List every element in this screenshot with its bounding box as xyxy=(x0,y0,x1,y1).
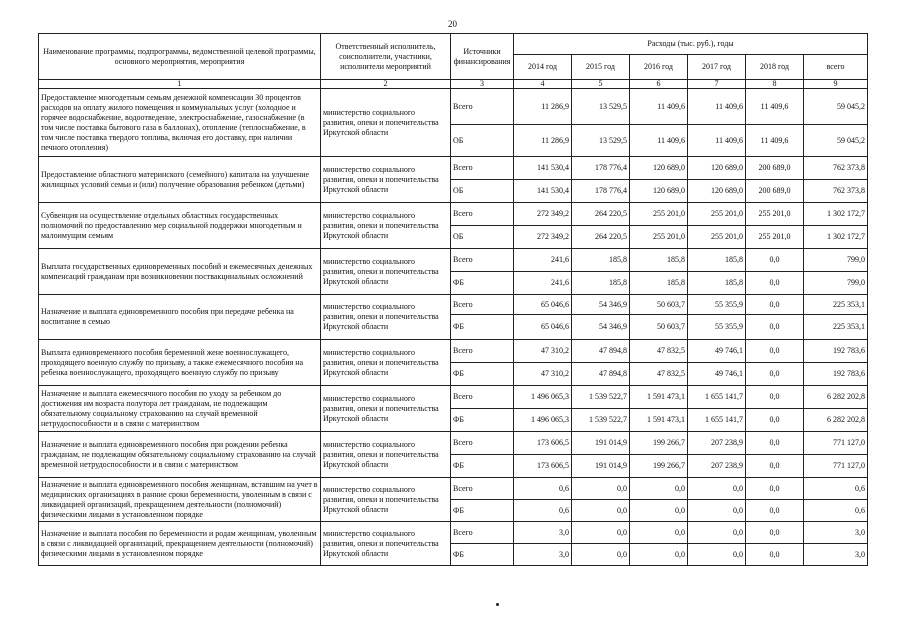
year-value: 47 310,2 xyxy=(514,363,572,386)
year-value: 0,0 xyxy=(746,295,804,315)
funding-source: Всего xyxy=(451,340,514,363)
year-value: 0,0 xyxy=(572,478,630,500)
table-row xyxy=(39,157,868,180)
column-number: 4 xyxy=(514,80,572,89)
funding-source: ОБ xyxy=(451,180,514,203)
total-value: 225 353,1 xyxy=(804,295,868,315)
year-value: 0,6 xyxy=(514,478,572,500)
header-source: Источники финансирования xyxy=(451,34,514,80)
year-value: 0,0 xyxy=(630,478,688,500)
column-number: 8 xyxy=(746,80,804,89)
column-number: 5 xyxy=(572,80,630,89)
year-value: 3,0 xyxy=(514,544,572,566)
table-row xyxy=(39,203,868,226)
year-value: 199 266,7 xyxy=(630,432,688,455)
year-value: 0,0 xyxy=(746,363,804,386)
year-value: 11 409,6 xyxy=(746,89,804,125)
year-value: 0,0 xyxy=(746,432,804,455)
year-value: 0,0 xyxy=(688,478,746,500)
total-value: 799,0 xyxy=(804,272,868,295)
year-value: 255 201,0 xyxy=(746,203,804,226)
year-value: 1 539 522,7 xyxy=(572,409,630,432)
year-value: 0,0 xyxy=(746,455,804,478)
column-number: 9 xyxy=(804,80,868,89)
header-expenses: Расходы (тыс. руб.), годы xyxy=(514,34,868,55)
header-name: Наименование программы, подпрограммы, ведомственной целевой программы, основного мероприятия, мероприятия xyxy=(39,34,321,80)
year-value: 11 409,6 xyxy=(746,125,804,157)
responsible-executor: министерство социального развития, опеки и попечительства Иркутской области xyxy=(321,386,451,432)
table-row xyxy=(39,340,868,363)
responsible-executor: министерство социального развития, опеки и попечительства Иркутской области xyxy=(321,89,451,157)
year-value: 120 689,0 xyxy=(688,180,746,203)
year-value: 185,8 xyxy=(688,272,746,295)
year-value: 54 346,9 xyxy=(572,315,630,340)
table-row xyxy=(39,522,868,544)
year-value: 0,0 xyxy=(688,522,746,544)
program-name: Субвенция на осуществление отдельных областных государственных полномочий по предоставлению мер социальной поддержки многодетным и малоимущим семьям xyxy=(39,203,321,249)
year-value: 1 496 065,3 xyxy=(514,386,572,409)
year-value: 0,0 xyxy=(746,272,804,295)
year-value: 47 310,2 xyxy=(514,340,572,363)
year-value: 207 238,9 xyxy=(688,455,746,478)
year-value: 241,6 xyxy=(514,272,572,295)
year-value: 185,8 xyxy=(688,249,746,272)
total-value: 1 302 172,7 xyxy=(804,203,868,226)
year-value: 0,0 xyxy=(572,500,630,522)
header-year: 2015 год xyxy=(572,55,630,80)
year-value: 185,8 xyxy=(572,272,630,295)
year-value: 178 776,4 xyxy=(572,180,630,203)
table-body xyxy=(39,89,868,566)
program-name: Предоставление областного материнского (семейного) капитала на улучшение жилищных условий семьи и (или) получение образования ребенком (детьми) xyxy=(39,157,321,203)
funding-source: Всего xyxy=(451,432,514,455)
funding-source: ФБ xyxy=(451,544,514,566)
total-value: 3,0 xyxy=(804,522,868,544)
funding-source: ФБ xyxy=(451,500,514,522)
year-value: 141 530,4 xyxy=(514,157,572,180)
year-value: 1 496 065,3 xyxy=(514,409,572,432)
year-value: 65 046,6 xyxy=(514,295,572,315)
year-value: 272 349,2 xyxy=(514,226,572,249)
year-value: 47 832,5 xyxy=(630,340,688,363)
year-value: 120 689,0 xyxy=(688,157,746,180)
table-row xyxy=(39,432,868,455)
year-value: 0,0 xyxy=(630,500,688,522)
year-value: 272 349,2 xyxy=(514,203,572,226)
column-number: 6 xyxy=(630,80,688,89)
funding-source: ФБ xyxy=(451,409,514,432)
total-value: 0,6 xyxy=(804,500,868,522)
funding-source: Всего xyxy=(451,203,514,226)
column-number: 1 xyxy=(39,80,321,89)
year-value: 11 409,6 xyxy=(688,125,746,157)
header-responsible: Ответственный исполнитель, соисполнители, участники, исполнители мероприятий xyxy=(321,34,451,80)
year-value: 199 266,7 xyxy=(630,455,688,478)
total-value: 192 783,6 xyxy=(804,340,868,363)
column-number: 3 xyxy=(451,80,514,89)
year-value: 0,0 xyxy=(746,409,804,432)
year-value: 1 655 141,7 xyxy=(688,409,746,432)
year-value: 11 409,6 xyxy=(630,89,688,125)
year-value: 47 894,8 xyxy=(572,363,630,386)
funding-source: Всего xyxy=(451,522,514,544)
total-value: 192 783,6 xyxy=(804,363,868,386)
year-value: 3,0 xyxy=(514,522,572,544)
header-year: 2014 год xyxy=(514,55,572,80)
year-value: 11 409,6 xyxy=(630,125,688,157)
funding-source: ОБ xyxy=(451,125,514,157)
total-value: 799,0 xyxy=(804,249,868,272)
year-value: 0,0 xyxy=(746,500,804,522)
year-value: 11 409,6 xyxy=(688,89,746,125)
year-value: 13 529,5 xyxy=(572,89,630,125)
funding-source: Всего xyxy=(451,89,514,125)
responsible-executor: министерство социального развития, опеки и попечительства Иркутской области xyxy=(321,203,451,249)
year-value: 47 894,8 xyxy=(572,340,630,363)
program-name: Назначение и выплата единовременного пособия женщинам, вставшим на учет в медицинских организациях в ранние сроки беременности, уволенным в связи с ликвидацией организаций, прекращением деятельности (полномочий) физическими лицами в установленном порядке xyxy=(39,478,321,522)
responsible-executor: министерство социального развития, опеки и попечительства Иркутской области xyxy=(321,522,451,566)
program-name: Назначение и выплата пособия по беременности и родам женщинам, уволенным в связи с ликвидацией организаций, прекращением деятельности (полномочий) физическими лицами в установленном порядке xyxy=(39,522,321,566)
year-value: 55 355,9 xyxy=(688,315,746,340)
program-name: Выплата единовременного пособия беременной жене военнослужащего, проходящего военную службу по призыву, а также ежемесячного пособия на ребенка военнослужащего, проходящего военную службу по призыву xyxy=(39,340,321,386)
program-name: Выплата государственных единовременных пособий и ежемесячных денежных компенсаций гражданам при возникновении поствакцинальных осложнений xyxy=(39,249,321,295)
table-row xyxy=(39,89,868,125)
year-value: 241,6 xyxy=(514,249,572,272)
column-number: 7 xyxy=(688,80,746,89)
year-value: 11 286,9 xyxy=(514,125,572,157)
year-value: 264 220,5 xyxy=(572,203,630,226)
year-value: 255 201,0 xyxy=(746,226,804,249)
column-numbers-row xyxy=(39,80,868,89)
total-value: 3,0 xyxy=(804,544,868,566)
total-value: 6 282 202,8 xyxy=(804,386,868,409)
funding-source: ФБ xyxy=(451,363,514,386)
header-year: 2016 год xyxy=(630,55,688,80)
table-row xyxy=(39,295,868,315)
year-value: 0,0 xyxy=(746,340,804,363)
page-number: 20 xyxy=(448,19,457,29)
budget-table xyxy=(38,33,868,566)
stray-mark xyxy=(496,603,499,606)
year-value: 255 201,0 xyxy=(688,226,746,249)
responsible-executor: министерство социального развития, опеки и попечительства Иркутской области xyxy=(321,478,451,522)
funding-source: ОБ xyxy=(451,226,514,249)
funding-source: Всего xyxy=(451,295,514,315)
total-value: 225 353,1 xyxy=(804,315,868,340)
year-value: 255 201,0 xyxy=(630,203,688,226)
year-value: 13 529,5 xyxy=(572,125,630,157)
year-value: 173 606,5 xyxy=(514,455,572,478)
year-value: 207 238,9 xyxy=(688,432,746,455)
year-value: 0,0 xyxy=(688,544,746,566)
total-value: 771 127,0 xyxy=(804,455,868,478)
responsible-executor: министерство социального развития, опеки и попечительства Иркутской области xyxy=(321,295,451,340)
year-value: 1 591 473,1 xyxy=(630,386,688,409)
year-value: 0,0 xyxy=(746,544,804,566)
year-value: 49 746,1 xyxy=(688,363,746,386)
year-value: 0,0 xyxy=(746,249,804,272)
year-value: 191 014,9 xyxy=(572,455,630,478)
responsible-executor: министерство социального развития, опеки и попечительства Иркутской области xyxy=(321,157,451,203)
year-value: 1 655 141,7 xyxy=(688,386,746,409)
funding-source: Всего xyxy=(451,249,514,272)
year-value: 0,0 xyxy=(746,386,804,409)
year-value: 1 591 473,1 xyxy=(630,409,688,432)
column-number: 2 xyxy=(321,80,451,89)
program-name: Назначение и выплата единовременного пособия при рождении ребенка гражданам, не подлежащим обязательному социальному страхованию на случай временной нетрудоспособности и в связи с материнством xyxy=(39,432,321,478)
year-value: 191 014,9 xyxy=(572,432,630,455)
year-value: 50 603,7 xyxy=(630,295,688,315)
year-value: 0,0 xyxy=(630,522,688,544)
program-name: Назначение и выплата ежемесячного пособия по уходу за ребенком до достижения им возраста полутора лет гражданам, не подлежащим обязательному социальному страхованию на случай временной нетрудоспособности и в связи с материнством xyxy=(39,386,321,432)
program-name: Предоставление многодетным семьям денежной компенсации 30 процентов расходов на оплату жилого помещения и коммунальных услуг (холодное и горячее водоснабжение, водоотведение, электроснабжение, газоснабжение (в том числе поставка бытового газа в баллонах), отопление (теплоснабжение, в том числе поставка твердого топлива, включая его доставку, при наличии печного отопления) xyxy=(39,89,321,157)
year-value: 0,0 xyxy=(746,522,804,544)
year-value: 11 286,9 xyxy=(514,89,572,125)
year-value: 255 201,0 xyxy=(688,203,746,226)
funding-source: Всего xyxy=(451,157,514,180)
year-value: 264 220,5 xyxy=(572,226,630,249)
funding-source: ФБ xyxy=(451,315,514,340)
year-value: 50 603,7 xyxy=(630,315,688,340)
year-value: 47 832,5 xyxy=(630,363,688,386)
responsible-executor: министерство социального развития, опеки и попечительства Иркутской области xyxy=(321,249,451,295)
year-value: 54 346,9 xyxy=(572,295,630,315)
year-value: 173 606,5 xyxy=(514,432,572,455)
table-row xyxy=(39,478,868,500)
header-total: всего xyxy=(804,55,868,80)
header-year: 2017 год xyxy=(688,55,746,80)
year-value: 0,0 xyxy=(688,500,746,522)
year-value: 255 201,0 xyxy=(630,226,688,249)
funding-source: Всего xyxy=(451,478,514,500)
year-value: 49 746,1 xyxy=(688,340,746,363)
year-value: 141 530,4 xyxy=(514,180,572,203)
year-value: 200 689,0 xyxy=(746,180,804,203)
table-row xyxy=(39,386,868,409)
funding-source: Всего xyxy=(451,386,514,409)
year-value: 55 355,9 xyxy=(688,295,746,315)
responsible-executor: министерство социального развития, опеки и попечительства Иркутской области xyxy=(321,432,451,478)
total-value: 6 282 202,8 xyxy=(804,409,868,432)
funding-source: ФБ xyxy=(451,272,514,295)
year-value: 200 689,0 xyxy=(746,157,804,180)
year-value: 0,0 xyxy=(630,544,688,566)
total-value: 762 373,8 xyxy=(804,157,868,180)
year-value: 0,0 xyxy=(746,478,804,500)
total-value: 59 045,2 xyxy=(804,125,868,157)
year-value: 0,0 xyxy=(572,544,630,566)
total-value: 59 045,2 xyxy=(804,89,868,125)
year-value: 185,8 xyxy=(572,249,630,272)
year-value: 0,6 xyxy=(514,500,572,522)
total-value: 1 302 172,7 xyxy=(804,226,868,249)
table-header xyxy=(39,34,868,89)
responsible-executor: министерство социального развития, опеки и попечительства Иркутской области xyxy=(321,340,451,386)
total-value: 762 373,8 xyxy=(804,180,868,203)
year-value: 120 689,0 xyxy=(630,180,688,203)
program-name: Назначение и выплата единовременного пособия при передаче ребенка на воспитание в семью xyxy=(39,295,321,340)
year-value: 185,8 xyxy=(630,249,688,272)
year-value: 185,8 xyxy=(630,272,688,295)
funding-source: ФБ xyxy=(451,455,514,478)
total-value: 0,6 xyxy=(804,478,868,500)
year-value: 0,0 xyxy=(746,315,804,340)
year-value: 0,0 xyxy=(572,522,630,544)
total-value: 771 127,0 xyxy=(804,432,868,455)
table-row xyxy=(39,249,868,272)
year-value: 178 776,4 xyxy=(572,157,630,180)
year-value: 1 539 522,7 xyxy=(572,386,630,409)
year-value: 120 689,0 xyxy=(630,157,688,180)
header-year: 2018 год xyxy=(746,55,804,80)
year-value: 65 046,6 xyxy=(514,315,572,340)
